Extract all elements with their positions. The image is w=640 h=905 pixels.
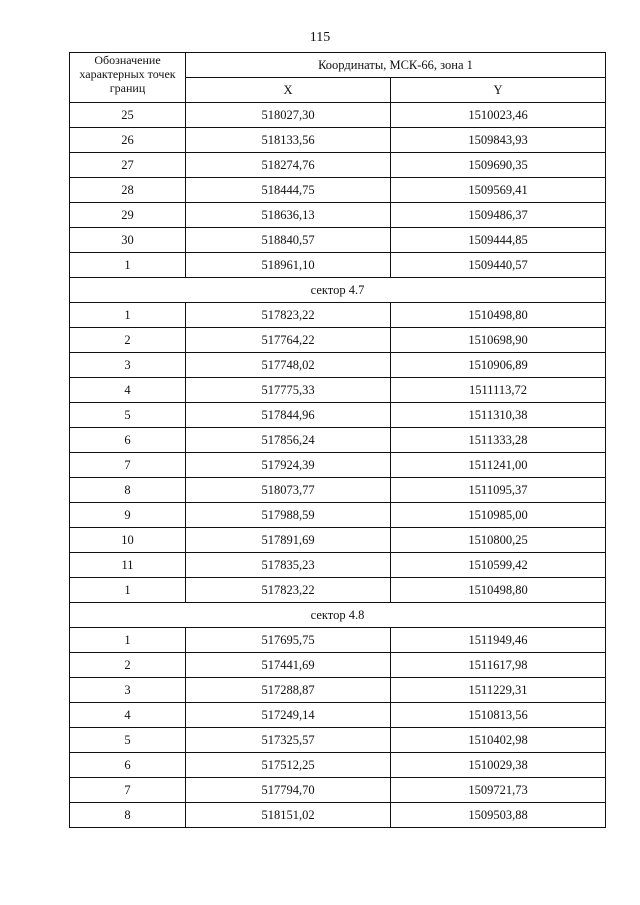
y-coordinate-cell: 1509569,41: [391, 178, 606, 203]
point-number-cell: 8: [70, 803, 186, 828]
y-coordinate-cell: 1511241,00: [391, 453, 606, 478]
x-coordinate-cell: 517764,22: [186, 328, 391, 353]
x-coordinate-cell: 517249,14: [186, 703, 391, 728]
point-number-cell: 1: [70, 253, 186, 278]
point-number-cell: 7: [70, 778, 186, 803]
table-row: [70, 753, 606, 778]
x-coordinate-cell: 517835,23: [186, 553, 391, 578]
y-coordinate-cell: 1510498,80: [391, 303, 606, 328]
table-row: [70, 153, 606, 178]
y-coordinate-cell: 1510023,46: [391, 103, 606, 128]
table-row: [70, 228, 606, 253]
point-number-cell: 3: [70, 353, 186, 378]
x-coordinate-cell: 517512,25: [186, 753, 391, 778]
y-coordinate-cell: 1510813,56: [391, 703, 606, 728]
point-number-cell: 6: [70, 753, 186, 778]
sector-label: сектор 4.7: [70, 278, 606, 303]
table-row: [70, 353, 606, 378]
y-coordinate-cell: 1510800,25: [391, 528, 606, 553]
x-coordinate-cell: 518151,02: [186, 803, 391, 828]
point-number-cell: 2: [70, 653, 186, 678]
y-coordinate-cell: 1509440,57: [391, 253, 606, 278]
table-row: [70, 203, 606, 228]
sector-label: сектор 4.8: [70, 603, 606, 628]
table-row: [70, 553, 606, 578]
point-number-cell: 1: [70, 628, 186, 653]
x-coordinate-cell: 518636,13: [186, 203, 391, 228]
x-coordinate-cell: 517988,59: [186, 503, 391, 528]
y-coordinate-cell: 1511333,28: [391, 428, 606, 453]
x-coordinate-cell: 517695,75: [186, 628, 391, 653]
y-coordinate-cell: 1509721,73: [391, 778, 606, 803]
table-row: [70, 453, 606, 478]
point-number-cell: 4: [70, 703, 186, 728]
y-coordinate-cell: 1510698,90: [391, 328, 606, 353]
x-coordinate-cell: 517441,69: [186, 653, 391, 678]
table-row: [70, 328, 606, 353]
point-number-cell: 2: [70, 328, 186, 353]
table-row: [70, 178, 606, 203]
table-row: [70, 478, 606, 503]
coordinates-table: [69, 52, 606, 828]
x-coordinate-cell: 518444,75: [186, 178, 391, 203]
y-coordinate-cell: 1511617,98: [391, 653, 606, 678]
table-row: [70, 103, 606, 128]
y-coordinate-cell: 1510402,98: [391, 728, 606, 753]
point-number-cell: 9: [70, 503, 186, 528]
header-y: Y: [391, 78, 606, 103]
y-coordinate-cell: 1511229,31: [391, 678, 606, 703]
point-number-cell: 26: [70, 128, 186, 153]
point-number-cell: 5: [70, 403, 186, 428]
table-row: [70, 378, 606, 403]
point-number-cell: 29: [70, 203, 186, 228]
x-coordinate-cell: 518840,57: [186, 228, 391, 253]
point-number-cell: 30: [70, 228, 186, 253]
table-row: [70, 578, 606, 603]
table-row: [70, 778, 606, 803]
y-coordinate-cell: 1511113,72: [391, 378, 606, 403]
y-coordinate-cell: 1510029,38: [391, 753, 606, 778]
y-coordinate-cell: 1511310,38: [391, 403, 606, 428]
table-row: [70, 703, 606, 728]
point-number-cell: 3: [70, 678, 186, 703]
x-coordinate-cell: 517775,33: [186, 378, 391, 403]
table-row: [70, 428, 606, 453]
table-row: [70, 628, 606, 653]
point-number-cell: 8: [70, 478, 186, 503]
y-coordinate-cell: 1509690,35: [391, 153, 606, 178]
x-coordinate-cell: 517748,02: [186, 353, 391, 378]
y-coordinate-cell: 1509486,37: [391, 203, 606, 228]
table-row: [70, 253, 606, 278]
y-coordinate-cell: 1509503,88: [391, 803, 606, 828]
table-row: [70, 728, 606, 753]
x-coordinate-cell: 518961,10: [186, 253, 391, 278]
y-coordinate-cell: 1509843,93: [391, 128, 606, 153]
x-coordinate-cell: 517856,24: [186, 428, 391, 453]
x-coordinate-cell: 517823,22: [186, 303, 391, 328]
table-row: [70, 528, 606, 553]
x-coordinate-cell: 517891,69: [186, 528, 391, 553]
table-row: [70, 653, 606, 678]
point-number-cell: 1: [70, 578, 186, 603]
point-number-cell: 28: [70, 178, 186, 203]
table-row: [70, 403, 606, 428]
point-number-cell: 7: [70, 453, 186, 478]
header-coordinates: Координаты, МСК-66, зона 1: [186, 53, 606, 78]
sector-row: [70, 278, 606, 303]
x-coordinate-cell: 517794,70: [186, 778, 391, 803]
y-coordinate-cell: 1510985,00: [391, 503, 606, 528]
y-coordinate-cell: 1511949,46: [391, 628, 606, 653]
table-row: [70, 678, 606, 703]
point-number-cell: 10: [70, 528, 186, 553]
x-coordinate-cell: 517325,57: [186, 728, 391, 753]
table-header: [70, 53, 606, 103]
x-coordinate-cell: 518133,56: [186, 128, 391, 153]
header-point-designation: Обозначение характерных точек границ: [70, 53, 186, 103]
table-row: [70, 503, 606, 528]
table-body: [70, 103, 606, 828]
x-coordinate-cell: 517844,96: [186, 403, 391, 428]
point-number-cell: 27: [70, 153, 186, 178]
table-row: [70, 803, 606, 828]
table-row: [70, 128, 606, 153]
table-row: [70, 303, 606, 328]
x-coordinate-cell: 518027,30: [186, 103, 391, 128]
sector-row: [70, 603, 606, 628]
y-coordinate-cell: 1510599,42: [391, 553, 606, 578]
y-coordinate-cell: 1510906,89: [391, 353, 606, 378]
point-number-cell: 25: [70, 103, 186, 128]
x-coordinate-cell: 517924,39: [186, 453, 391, 478]
point-number-cell: 5: [70, 728, 186, 753]
y-coordinate-cell: 1511095,37: [391, 478, 606, 503]
header-x: X: [186, 78, 391, 103]
point-number-cell: 11: [70, 553, 186, 578]
point-number-cell: 1: [70, 303, 186, 328]
y-coordinate-cell: 1509444,85: [391, 228, 606, 253]
x-coordinate-cell: 517288,87: [186, 678, 391, 703]
page-number: 115: [309, 30, 331, 45]
x-coordinate-cell: 518274,76: [186, 153, 391, 178]
point-number-cell: 4: [70, 378, 186, 403]
x-coordinate-cell: 518073,77: [186, 478, 391, 503]
point-number-cell: 6: [70, 428, 186, 453]
y-coordinate-cell: 1510498,80: [391, 578, 606, 603]
x-coordinate-cell: 517823,22: [186, 578, 391, 603]
